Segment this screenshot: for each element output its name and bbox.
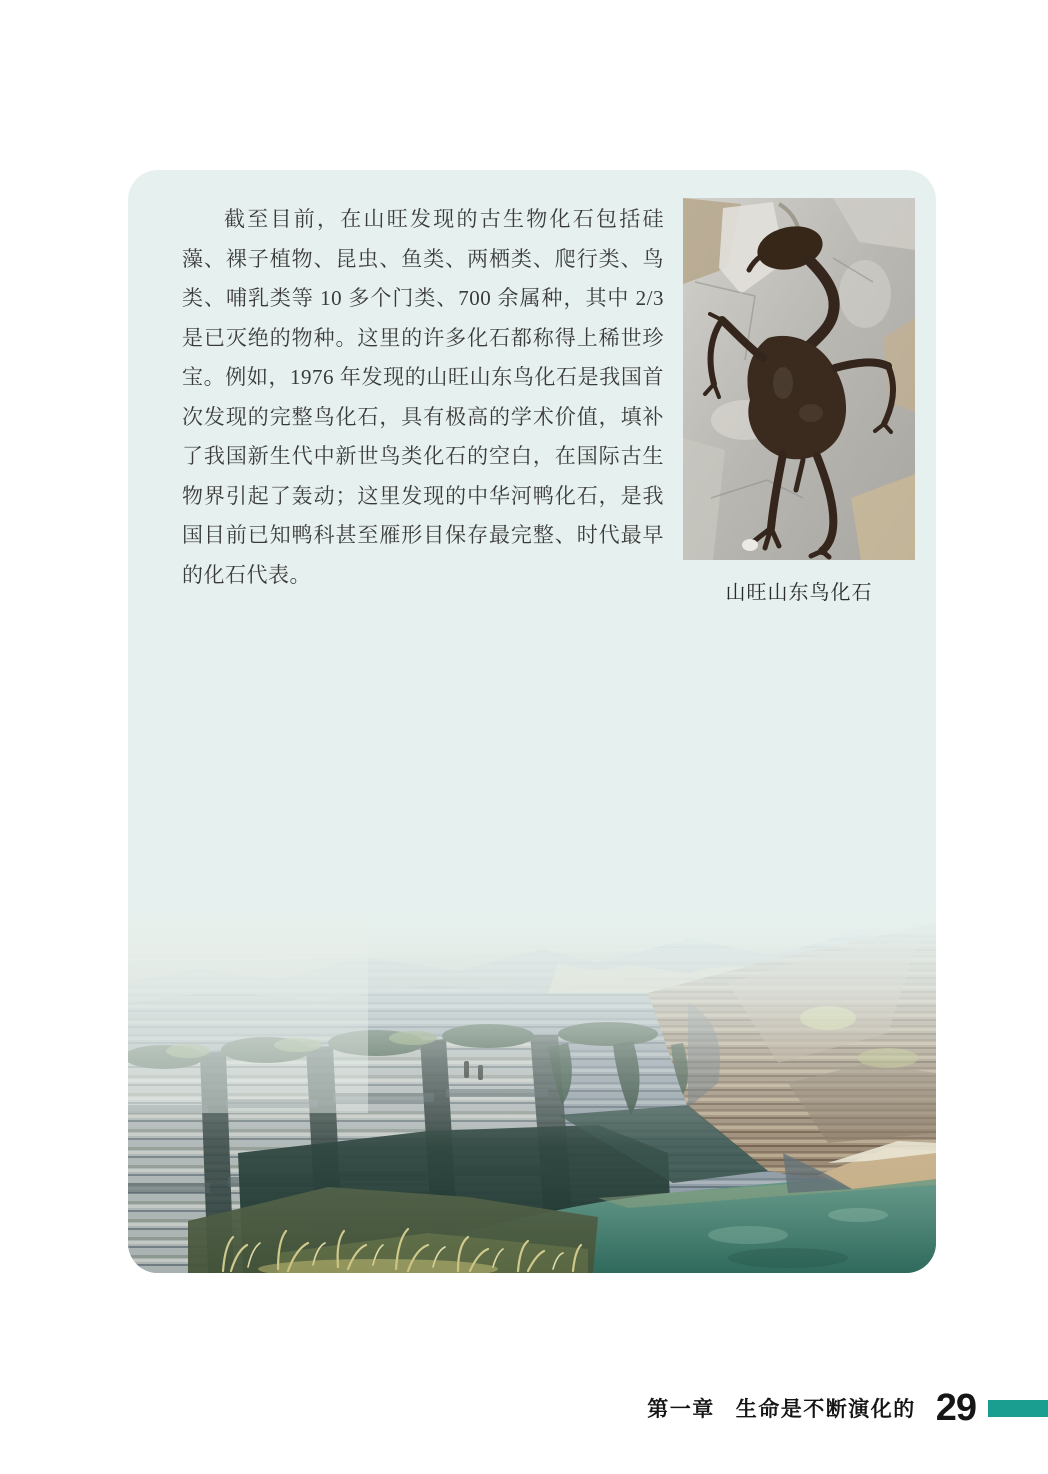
page-footer: [0, 1386, 1048, 1430]
footer-accent-bar: [988, 1400, 1048, 1417]
chapter-heading: [647, 1393, 916, 1423]
chapter-label: 第一章: [647, 1397, 715, 1421]
bird-fossil-image: [683, 198, 915, 560]
content-panel: [128, 170, 936, 1273]
fossil-figure: [683, 198, 915, 605]
body-paragraph: 截至目前，在山旺发现的古生物化石包括硅藻、裸子植物、昆虫、鱼类、两栖类、爬行类、鸟类、哺乳类等 10 多个门类、700 余属种，其中 2/3 是已灭绝的物种。这里的许多化石都称得上稀世珍宝。例如，1976 年发现的山旺山东鸟化石是我国首次发现的完整鸟化石，具有极高的学术价值，填补了我国新生代中新世鸟类化石的空白，在国际古生物界引起了轰动；这里发现的中华河鸭化石，是我国目前已知鸭科甚至雁形目保存最完整、时代最早的化石代表。: [182, 207, 664, 587]
page-number: 29: [935, 1386, 976, 1429]
chapter-title: 生命是不断演化的: [735, 1397, 916, 1421]
fossil-caption: 山旺山东鸟化石: [725, 582, 873, 604]
quarry-landscape-image: [128, 853, 936, 1273]
